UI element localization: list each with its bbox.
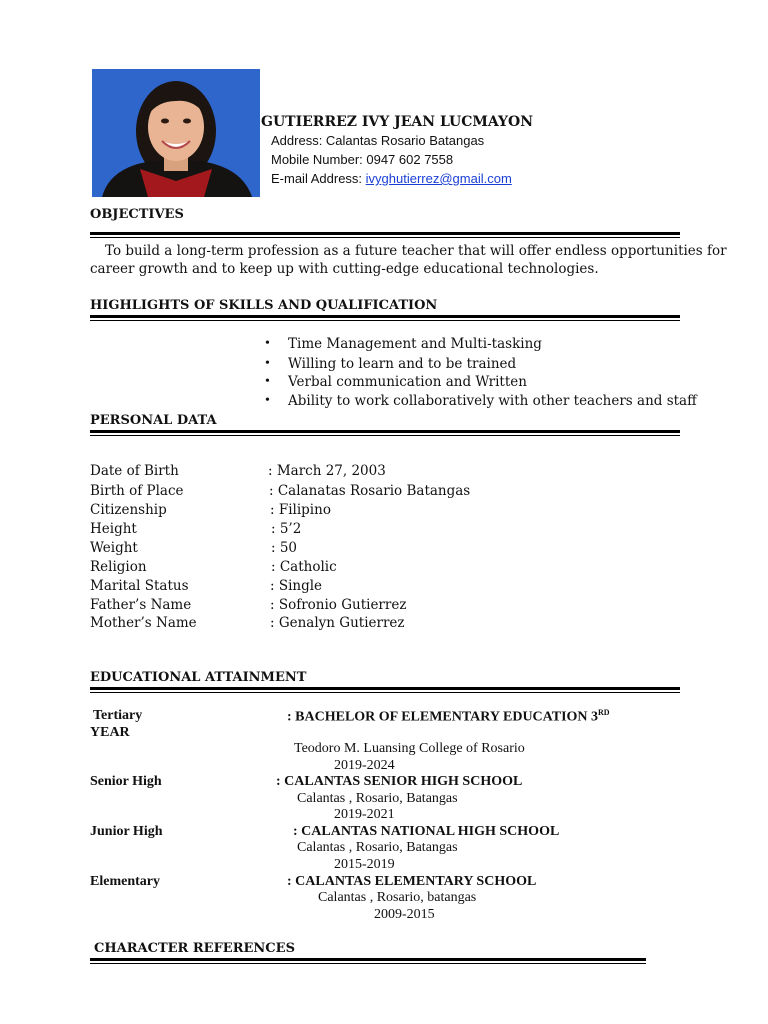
email-label: E-mail Address: xyxy=(271,171,366,186)
personal-label: Mother’s Name xyxy=(90,615,197,631)
junior-high-label: Junior High xyxy=(90,824,163,839)
education-heading: EDUCATIONAL ATTAINMENT xyxy=(90,670,307,685)
personal-value: : March 27, 2003 xyxy=(268,463,386,479)
skills-heading: HIGHLIGHTS OF SKILLS AND QUALIFICATION xyxy=(90,298,438,313)
tertiary-label-year: YEAR xyxy=(90,725,130,740)
elementary-place: Calantas , Rosario, batangas xyxy=(318,890,477,905)
objectives-line-2: career growth and to keep up with cutting-edge educational technologies. xyxy=(90,261,599,277)
personal-value: : 5’2 xyxy=(271,521,302,537)
personal-label: Height xyxy=(90,521,137,537)
tertiary-degree-text: : BACHELOR OF ELEMENTARY EDUCATION 3 xyxy=(287,709,599,725)
senior-high-years: 2019-2021 xyxy=(334,807,395,822)
section-divider xyxy=(90,232,680,238)
skill-item: Verbal communication and Written xyxy=(288,374,527,390)
bullet-icon: • xyxy=(265,336,270,351)
bullet-icon: • xyxy=(265,393,270,408)
junior-high-place: Calantas , Rosario, Batangas xyxy=(297,840,458,855)
senior-high-school: : CALANTAS SENIOR HIGH SCHOOL xyxy=(276,774,523,789)
personal-label: Father’s Name xyxy=(90,597,192,613)
bullet-icon: • xyxy=(265,356,270,371)
skill-item: Time Management and Multi-tasking xyxy=(288,336,542,352)
personal-label: Date of Birth xyxy=(90,463,179,479)
personal-label: Weight xyxy=(90,540,138,556)
objectives-line-1: To build a long-term profession as a future teacher that will offer endless opportunities for xyxy=(105,243,727,259)
personal-value: : 50 xyxy=(271,540,298,556)
address-line: Address: Calantas Rosario Batangas xyxy=(271,133,485,148)
personal-value: : Single xyxy=(270,578,323,594)
tertiary-degree xyxy=(287,708,610,726)
junior-high-school: : CALANTAS NATIONAL HIGH SCHOOL xyxy=(293,824,560,839)
objectives-heading: OBJECTIVES xyxy=(90,207,184,222)
tertiary-years: 2019-2024 xyxy=(334,758,395,773)
personal-value: : Sofronio Gutierrez xyxy=(270,597,407,613)
skill-item: Ability to work collaboratively with other teachers and staff xyxy=(288,393,697,409)
references-heading: CHARACTER REFERENCES xyxy=(94,941,295,956)
elementary-school: : CALANTAS ELEMENTARY SCHOOL xyxy=(287,874,537,889)
email-link[interactable]: ivyghutierrez@gmail.com xyxy=(365,171,512,186)
person-portrait-icon xyxy=(92,69,260,197)
tertiary-degree-sup: RD xyxy=(598,708,610,717)
senior-high-place: Calantas , Rosario, Batangas xyxy=(297,791,458,806)
mobile-line: Mobile Number: 0947 602 7558 xyxy=(271,152,454,167)
personal-label: Citizenship xyxy=(90,502,167,518)
email-line xyxy=(271,171,512,186)
section-divider xyxy=(90,315,680,321)
personal-label: Religion xyxy=(90,559,147,575)
applicant-name: GUTIERREZ IVY JEAN LUCMAYON xyxy=(261,114,534,130)
tertiary-school: Teodoro M. Luansing College of Rosario xyxy=(294,741,525,756)
bullet-icon: • xyxy=(265,374,270,389)
elementary-label: Elementary xyxy=(90,874,160,889)
personal-label: Marital Status xyxy=(90,578,189,594)
senior-high-label: Senior High xyxy=(90,774,162,789)
elementary-years: 2009-2015 xyxy=(374,907,435,922)
personal-data-heading: PERSONAL DATA xyxy=(90,413,217,428)
section-divider xyxy=(90,958,646,964)
personal-value: : Catholic xyxy=(271,559,337,575)
skill-item: Willing to learn and to be trained xyxy=(288,356,517,372)
personal-value: : Calanatas Rosario Batangas xyxy=(269,483,471,499)
section-divider xyxy=(90,430,680,436)
personal-label: Birth of Place xyxy=(90,483,184,499)
profile-photo xyxy=(92,69,260,197)
personal-value: : Genalyn Gutierrez xyxy=(270,615,405,631)
personal-value: : Filipino xyxy=(270,502,331,518)
junior-high-years: 2015-2019 xyxy=(334,857,395,872)
section-divider xyxy=(90,687,680,693)
tertiary-label: Tertiary xyxy=(93,708,143,723)
